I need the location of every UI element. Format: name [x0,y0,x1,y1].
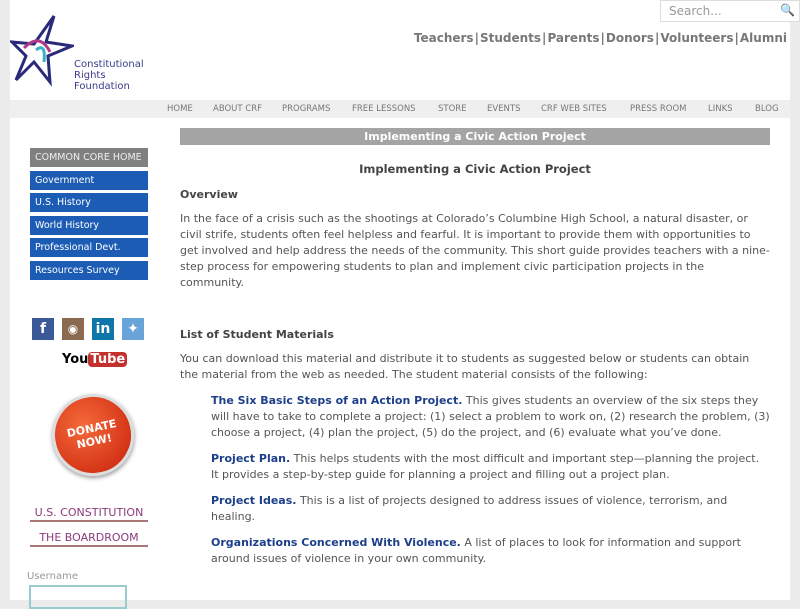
material-item [211,393,770,441]
link-donors[interactable]: Donors [605,31,654,45]
twitter-icon[interactable]: ✦ [122,318,144,340]
material-desc: This helps students with the most difficult and important step—planning the project. It provides a step-by-step guide for planning a project and filling out a project plan. [211,452,760,481]
nav-blog[interactable]: BLOG [755,104,779,114]
nav-press-room[interactable]: PRESS ROOM [630,104,687,114]
main-nav [10,100,790,118]
us-constitution-link[interactable]: U.S. CONSTITUTION [30,506,148,522]
material-item [211,493,770,525]
overview-text: In the face of a crisis such as the shootings at Colorado’s Columbine High School, a natural disaster, or civil strife, students often feel helpless and fearful. It is important to provide them with opportunities to get involved and help address the needs of the community. This short guide provides teachers with a nine-step process for empowering students to plan and implement civic participation projects in the community. [180,212,770,289]
logo-line: Constitutional [74,59,144,70]
material-desc: This gives students an overview of the six steps they will have to take to complete a project: (1) select a problem to work on, (2) research the problem, (3) choose a project, (4) plan the project, (5) do the project, and (6) evaluate what you’ve done. [211,394,770,439]
nav-store[interactable]: STORE [438,104,467,114]
instagram-icon[interactable]: ◉ [62,318,84,340]
nav-events[interactable]: EVENTS [487,104,521,114]
material-link[interactable]: Project Ideas. [211,494,297,507]
username-label: Username [27,571,78,582]
search-icon[interactable]: 🔍 [780,3,795,17]
material-item [211,451,770,483]
nav-programs[interactable]: PROGRAMS [282,104,331,114]
nav-web-sites[interactable]: CRF WEB SITES [541,104,607,114]
page-title-bar: Implementing a Civic Action Project [180,128,770,145]
material-item [211,535,770,567]
material-link[interactable]: Project Plan. [211,452,291,465]
materials-intro: You can download this material and distribute it to students as suggested below or students can obtain the material from the web as needed. The student material consists of the following: [180,352,750,381]
logo-line: Rights [74,70,106,81]
nav-free-lessons[interactable]: FREE LESSONS [352,104,416,114]
donate-button[interactable]: DONATE NOW! [44,386,141,483]
link-alumni[interactable]: Alumni [739,31,787,45]
link-teachers[interactable]: Teachers [413,31,474,45]
nav-home[interactable]: HOME [167,104,193,114]
page [10,0,795,600]
link-volunteers[interactable]: Volunteers [660,31,734,45]
youtube-tube: Tube [90,352,126,367]
overview-heading: Overview [180,188,238,201]
sidebar [30,148,148,283]
search-placeholder: Search... [669,4,722,18]
link-parents[interactable]: Parents [547,31,600,45]
search-input[interactable] [660,0,800,22]
facebook-icon[interactable]: f [32,318,54,340]
crf-logo[interactable] [10,12,150,97]
linkedin-icon[interactable]: in [92,318,114,340]
sidebar-item-professional[interactable]: Professional Devt. [30,238,148,257]
logo-line: Foundation [74,81,130,92]
sidebar-item-world-history[interactable]: World History [30,216,148,235]
youtube-icon[interactable] [62,352,127,367]
audience-links: Teachers|Students|Parents|Donors|Volunteers|Alumni [413,31,787,45]
username-input[interactable] [29,585,127,609]
page-title: Implementing a Civic Action Project [359,162,591,176]
boardroom-link[interactable]: THE BOARDROOM [30,531,148,547]
sidebar-item-common-core[interactable]: COMMON CORE HOME [30,148,148,167]
material-desc: A list of places to look for information and support around issues of violence in your own community. [211,536,741,565]
material-link[interactable]: Organizations Concerned With Violence. [211,536,461,549]
main-content [180,128,770,577]
material-link[interactable]: The Six Basic Steps of an Action Project. [211,394,463,407]
link-students[interactable]: Students [479,31,542,45]
youtube-you: You [62,352,89,367]
sidebar-item-survey[interactable]: Resources Survey [30,261,148,280]
sidebar-item-government[interactable]: Government [30,171,148,190]
nav-links[interactable]: LINKS [708,104,733,114]
star-logo-icon [10,12,74,87]
material-desc: This is a list of projects designed to address issues of violence, terrorism, and healing. [211,494,728,523]
sidebar-item-us-history[interactable]: U.S. History [30,193,148,212]
materials-heading: List of Student Materials [180,328,334,341]
nav-about[interactable]: ABOUT CRF [213,104,263,114]
